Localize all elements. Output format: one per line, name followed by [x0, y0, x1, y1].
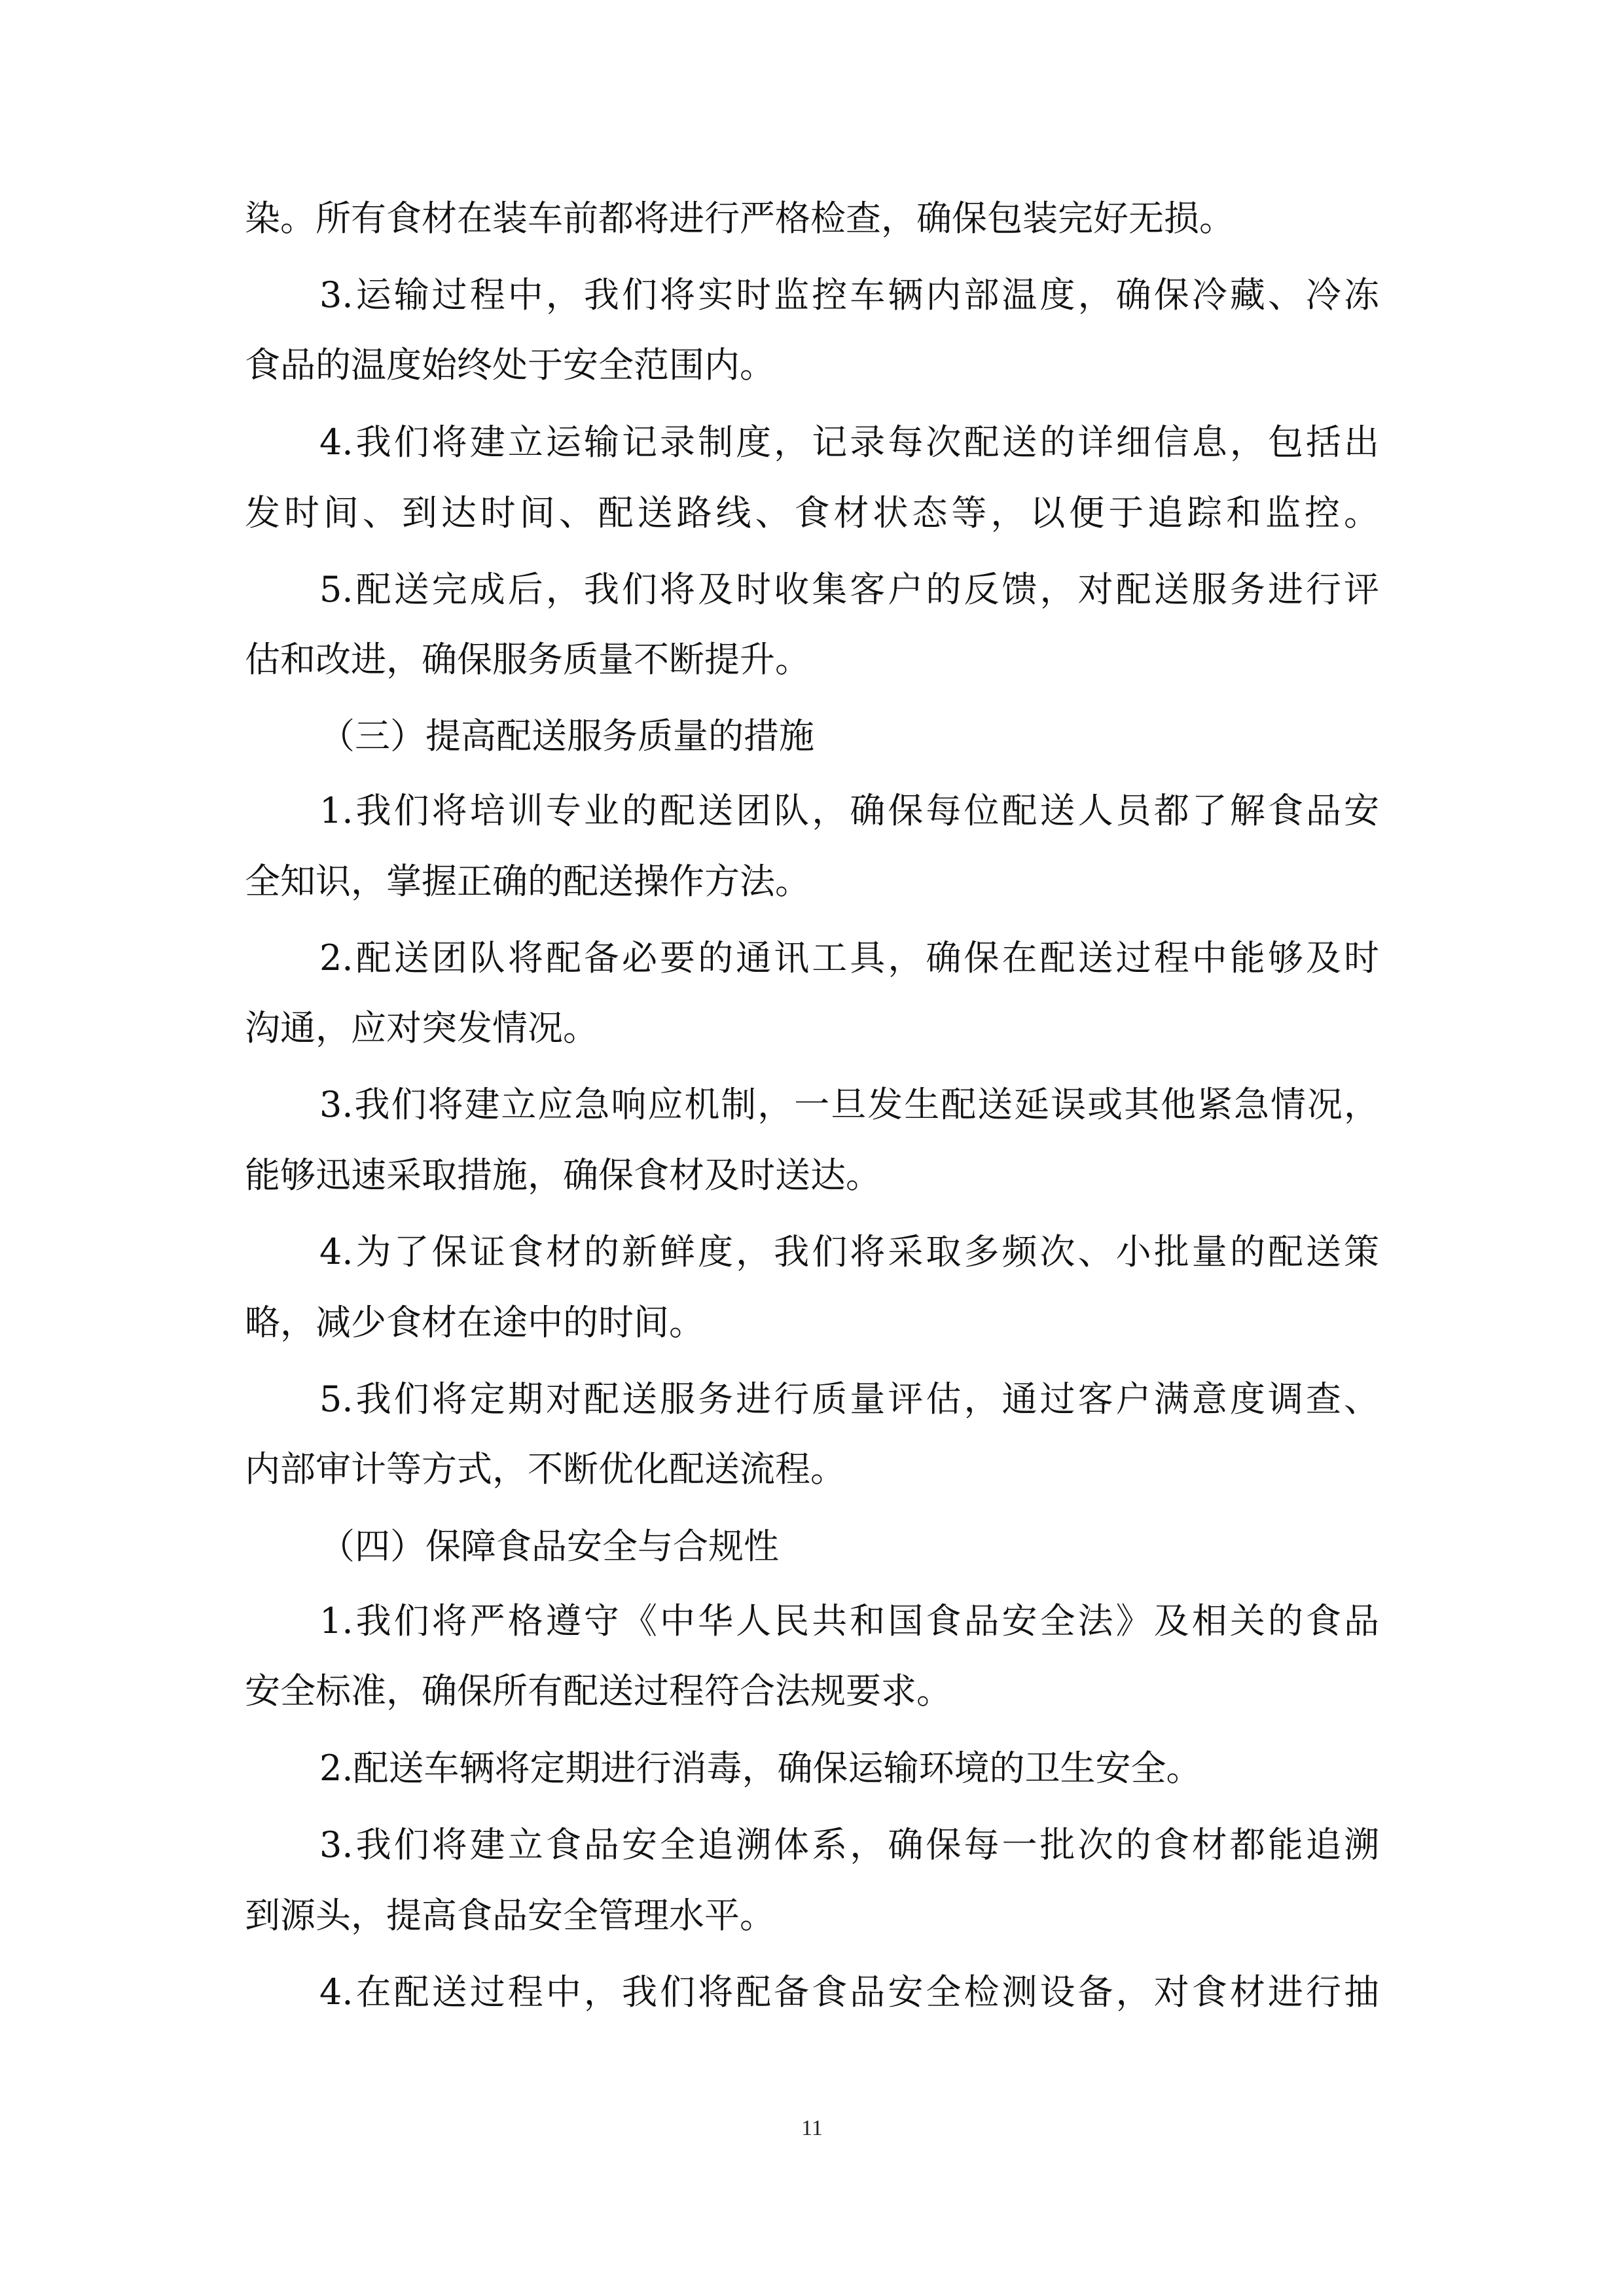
paragraph-line: 5.配送完成后，我们将及时收集客户的反馈，对配送服务进行评: [319, 569, 1379, 610]
paragraph-line: 4.为了保证食材的新鲜度，我们将采取多频次、小批量的配送策: [319, 1231, 1379, 1272]
section-heading: （四）保障食品安全与合规性: [319, 1526, 779, 1567]
page-number: 11: [801, 2116, 823, 2140]
paragraph-line: 3.我们将建立食品安全追溯体系，确保每一批次的食材都能追溯: [319, 1824, 1379, 1865]
paragraph-line: 染。所有食材在装车前都将进行严格检查，确保包装完好无损。: [245, 198, 1235, 239]
paragraph-line: 2.配送车辆将定期进行消毒，确保运输环境的卫生安全。: [319, 1748, 1202, 1789]
paragraph-line: 1.我们将严格遵守《中华人民共和国食品安全法》及相关的食品: [319, 1600, 1379, 1641]
section-heading: （三）提高配送服务质量的措施: [319, 715, 814, 757]
paragraph-line: 3.我们将建立应急响应机制，一旦发生配送延误或其他紧急情况，: [319, 1084, 1379, 1125]
paragraph-line: 略，减少食材在途中的时间。: [245, 1302, 704, 1343]
paragraph-line: 沟通，应对突发情况。: [245, 1007, 598, 1049]
paragraph-line: 5.我们将定期对配送服务进行质量评估，通过客户满意度调查、: [319, 1378, 1379, 1420]
paragraph-line: 4.在配送过程中，我们将配备食品安全检测设备，对食材进行抽: [319, 1971, 1379, 2013]
paragraph-line: 发时间、到达时间、配送路线、食材状态等，以便于追踪和监控。: [245, 492, 1379, 533]
paragraph-line: 2.配送团队将配备必要的通讯工具，确保在配送过程中能够及时: [319, 937, 1379, 978]
paragraph-line: 3.运输过程中，我们将实时监控车辆内部温度，确保冷藏、冷冻: [319, 274, 1379, 315]
paragraph-line: 内部审计等方式，不断优化配送流程。: [245, 1448, 846, 1490]
paragraph-line: 安全标准，确保所有配送过程符合法规要求。: [245, 1670, 952, 1712]
paragraph-line: 1.我们将培训专业的配送团队，确保每位配送人员都了解食品安: [319, 790, 1379, 831]
paragraph-line: 估和改进，确保服务质量不断提升。: [245, 639, 810, 680]
paragraph-line: 能够迅速采取措施，确保食材及时送达。: [245, 1155, 881, 1196]
paragraph-line: 到源头，提高食品安全管理水平。: [245, 1895, 775, 1936]
paragraph-line: 4.我们将建立运输记录制度，记录每次配送的详细信息，包括出: [319, 422, 1379, 463]
paragraph-line: 食品的温度始终处于安全范围内。: [245, 344, 775, 386]
paragraph-line: 全知识，掌握正确的配送操作方法。: [245, 861, 810, 902]
